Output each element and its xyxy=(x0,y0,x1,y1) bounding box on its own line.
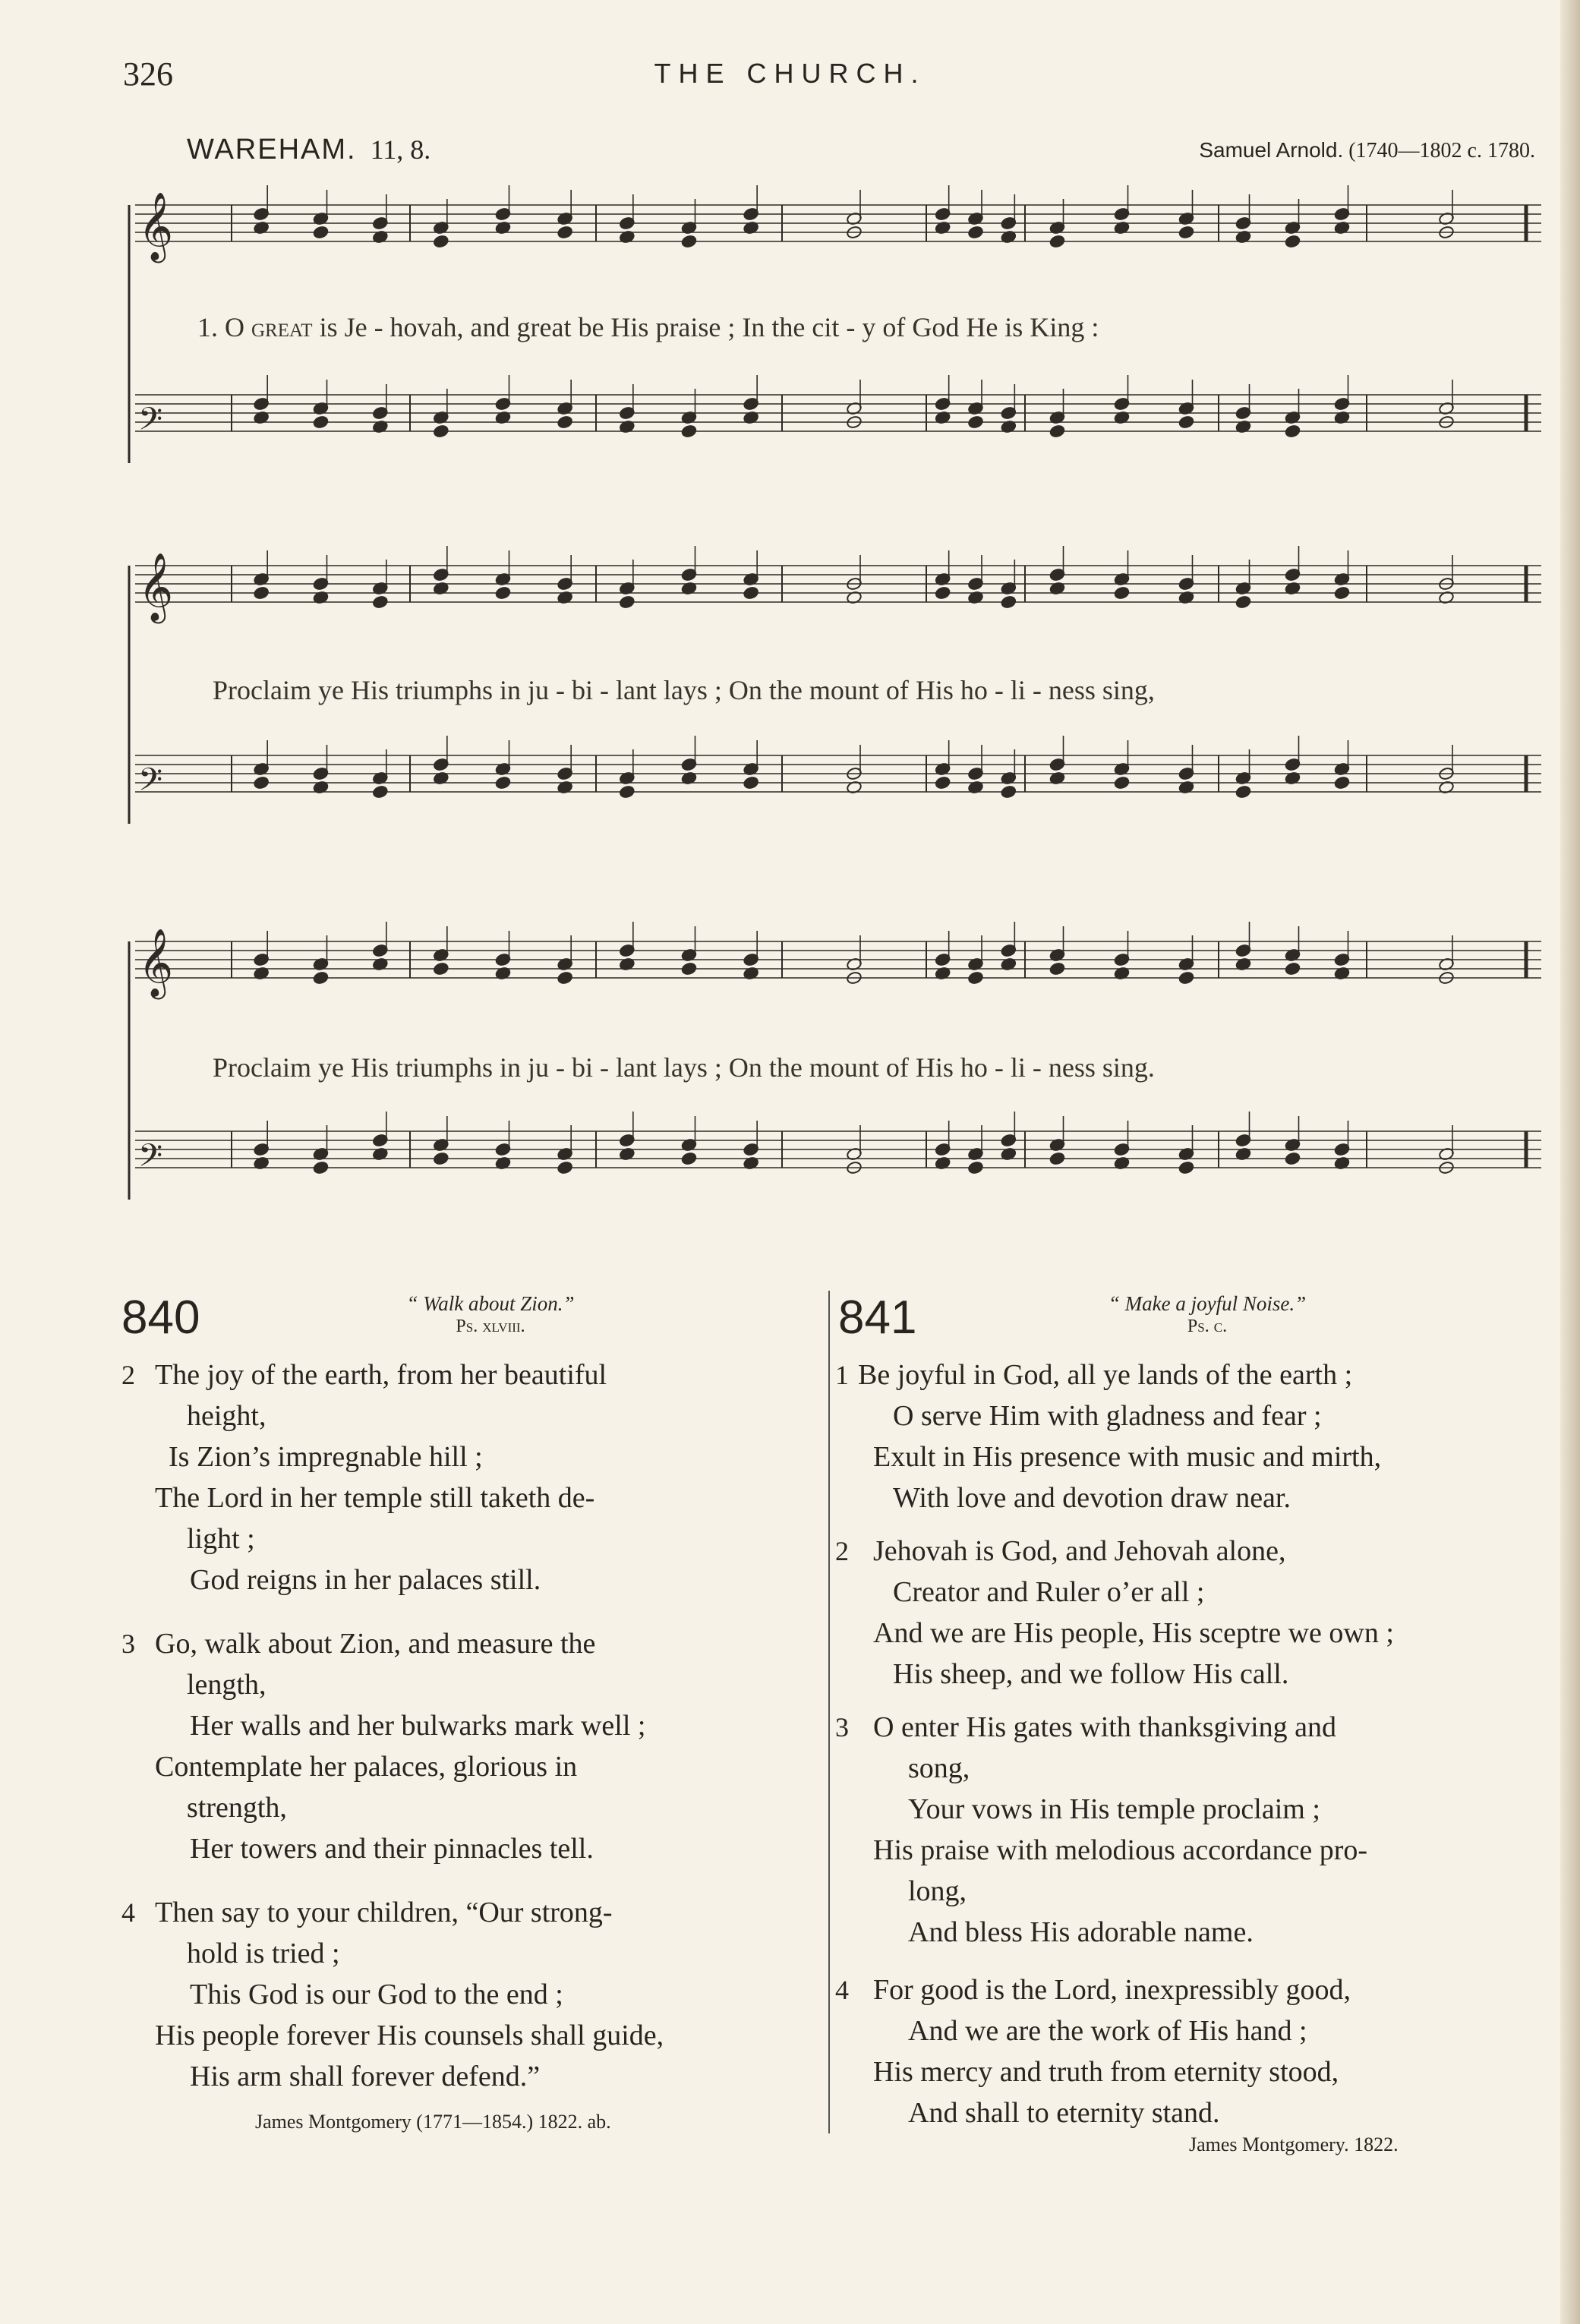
notehead xyxy=(681,235,697,248)
verse-line: This God is our God to the end ; xyxy=(190,1979,563,2010)
stanza-number: 2 xyxy=(835,1536,849,1566)
verse-line: And shall to eternity stand. xyxy=(908,2097,1220,2129)
lyric-line-1 xyxy=(197,311,1099,343)
notehead xyxy=(313,225,329,239)
notehead xyxy=(1178,971,1194,985)
verse-line: Go, walk about Zion, and measure the xyxy=(155,1628,596,1660)
hymn-840-reference: Ps. xlviii. xyxy=(456,1317,525,1336)
bass-clef-icon: 𝄢 xyxy=(138,401,163,445)
hymn-841-number: 841 xyxy=(838,1291,917,1344)
tune-name: WAREHAM. xyxy=(187,134,357,166)
verse-line: Creator and Ruler o’er all ; xyxy=(893,1576,1205,1608)
verse-line: God reigns in her palaces still. xyxy=(190,1564,541,1596)
stanza-number: 1 xyxy=(835,1360,849,1390)
hymn-841 xyxy=(835,1291,1549,2225)
notehead xyxy=(935,776,951,790)
stanza-number: 4 xyxy=(835,1975,849,2005)
notehead xyxy=(1178,225,1194,239)
notehead xyxy=(1334,776,1350,790)
notehead xyxy=(313,1161,329,1175)
verse-line: O enter His gates with thanksgiving and xyxy=(873,1711,1337,1743)
composer-dates: (1740—1802 c. 1780. xyxy=(1348,139,1535,162)
verse-line: For good is the Lord, inexpressibly good, xyxy=(873,1974,1351,2006)
notehead xyxy=(681,962,697,976)
verse-line: Her walls and her bulwarks mark well ; xyxy=(190,1710,646,1742)
column-divider xyxy=(828,1291,830,2133)
notehead xyxy=(967,415,983,429)
bass-clef-icon: 𝄢 xyxy=(138,762,163,806)
notehead xyxy=(557,415,572,429)
lyric-line-3: Proclaim ye His triumphs in ju - bi - lant lays ; On the mount of His ho - li - ness sing. xyxy=(213,1052,1155,1083)
notehead xyxy=(253,776,269,790)
notehead xyxy=(433,424,449,438)
hymn-841-reference: Ps. c. xyxy=(1187,1317,1228,1336)
stanza-number: 4 xyxy=(121,1897,135,1928)
verse-line: O serve Him with gladness and fear ; xyxy=(893,1400,1322,1432)
notehead xyxy=(967,971,983,985)
verse-line: Contemplate her palaces, glorious in xyxy=(155,1751,578,1783)
notehead xyxy=(557,971,572,985)
notehead xyxy=(1235,785,1251,799)
verse-line: Jehovah is God, and Jehovah alone, xyxy=(873,1535,1286,1567)
notehead xyxy=(743,586,758,600)
running-header xyxy=(0,55,1580,93)
notehead xyxy=(743,776,758,790)
hymn-841-attribution: James Montgomery. 1822. xyxy=(1189,2133,1399,2155)
notehead xyxy=(681,424,697,438)
notehead xyxy=(372,595,388,609)
notehead xyxy=(433,962,449,976)
verse-line: His sheep, and we follow His call. xyxy=(893,1658,1289,1690)
treble-clef-icon: 𝄞 xyxy=(138,553,174,621)
verse-line: hold is tried ; xyxy=(187,1938,340,1969)
notehead xyxy=(1049,424,1065,438)
notehead xyxy=(1001,595,1017,609)
verse-line: His arm shall forever defend.” xyxy=(190,2061,541,2092)
lyric-line-2: Proclaim ye His triumphs in ju - bi - lant lays ; On the mount of His ho - li - ness sing, xyxy=(213,675,1155,705)
notehead xyxy=(433,1152,449,1165)
verse-line: Then say to your children, “Our strong- xyxy=(155,1897,613,1928)
treble-clef-icon: 𝄞 xyxy=(138,929,174,997)
notehead xyxy=(681,1152,697,1165)
notehead xyxy=(1178,1161,1194,1175)
verse-line: Be joyful in God, all ye lands of the earth ; xyxy=(858,1359,1353,1391)
notehead xyxy=(1114,776,1130,790)
notehead xyxy=(433,235,449,248)
notehead xyxy=(253,586,269,600)
verse-line: His people forever His counsels shall guide, xyxy=(155,2020,664,2051)
hymn-840-title: “ Walk about Zion.” xyxy=(406,1292,575,1315)
tune-meter: 11, 8. xyxy=(370,134,431,165)
hymn-840-number: 840 xyxy=(121,1291,200,1344)
composer-name: Samuel Arnold. xyxy=(1199,138,1344,162)
hymn-841-title: “ Make a joyful Noise.” xyxy=(1108,1292,1307,1315)
notehead xyxy=(1334,586,1350,600)
notehead xyxy=(313,971,329,985)
notehead xyxy=(1235,595,1251,609)
verse-line: Her towers and their pinnacles tell. xyxy=(190,1833,594,1865)
stanza-number: 2 xyxy=(121,1360,135,1390)
notehead xyxy=(372,785,388,799)
treble-clef-icon: 𝄞 xyxy=(138,192,174,260)
verse-line: length, xyxy=(187,1669,266,1701)
verse-line: Your vows in His temple proclaim ; xyxy=(908,1793,1320,1825)
bass-clef-icon: 𝄢 xyxy=(138,1137,163,1181)
notehead xyxy=(313,415,329,429)
notehead xyxy=(1049,1152,1065,1165)
notehead xyxy=(935,586,951,600)
notehead xyxy=(1114,586,1130,600)
hymn-840-attribution: James Montgomery (1771—1854.) 1822. ab. xyxy=(255,2111,611,2133)
verse-line: strength, xyxy=(187,1792,287,1824)
verse-line: Exult in His presence with music and mirth, xyxy=(873,1441,1382,1473)
verse-line: The joy of the earth, from her beautiful xyxy=(155,1359,607,1391)
page-edge-shadow xyxy=(1560,0,1580,2324)
notehead xyxy=(967,1161,983,1175)
page-number: 326 xyxy=(123,55,173,93)
lyric-line-1-caps: great xyxy=(251,312,313,342)
notehead xyxy=(557,225,572,239)
hymn-840 xyxy=(118,1291,832,2225)
verse-line: And we are His people, His sceptre we own ; xyxy=(873,1617,1394,1649)
notehead xyxy=(1285,1152,1301,1165)
stanza-number: 3 xyxy=(121,1629,135,1659)
lyric-line-1-prefix: 1. O xyxy=(197,312,251,342)
notehead xyxy=(1049,235,1065,248)
notehead xyxy=(557,1161,572,1175)
verse-line: long, xyxy=(908,1875,967,1907)
verse-line: His praise with melodious accordance pro- xyxy=(873,1834,1368,1866)
verse-line: The Lord in her temple still taketh de- xyxy=(155,1482,595,1514)
verse-line: light ; xyxy=(187,1523,255,1555)
notehead xyxy=(1285,235,1301,248)
lyric-line-1-text: is Je - hovah, and great be His praise ; In the cit - y of God He is King : xyxy=(312,312,1099,342)
verse-line: Is Zion’s impregnable hill ; xyxy=(169,1441,483,1473)
running-title: THE CHURCH. xyxy=(654,58,926,89)
notehead xyxy=(495,776,511,790)
notehead xyxy=(1285,962,1301,976)
notehead xyxy=(1285,424,1301,438)
notehead xyxy=(619,595,635,609)
verse-line: With love and devotion draw near. xyxy=(893,1482,1291,1514)
notehead xyxy=(967,225,983,239)
tune-composer xyxy=(1199,138,1535,163)
notehead xyxy=(1178,415,1194,429)
notehead xyxy=(495,586,511,600)
verse-line: And we are the work of His hand ; xyxy=(908,2015,1307,2047)
notehead xyxy=(1049,962,1065,976)
verse-line: And bless His adorable name. xyxy=(908,1916,1254,1948)
verse-line: song, xyxy=(908,1752,970,1784)
notehead xyxy=(1001,785,1017,799)
notehead xyxy=(619,785,635,799)
verse-line: His mercy and truth from eternity stood, xyxy=(873,2056,1339,2088)
tune-heading xyxy=(187,134,1553,172)
verse-line: height, xyxy=(187,1400,266,1432)
stanza-number: 3 xyxy=(835,1712,849,1742)
